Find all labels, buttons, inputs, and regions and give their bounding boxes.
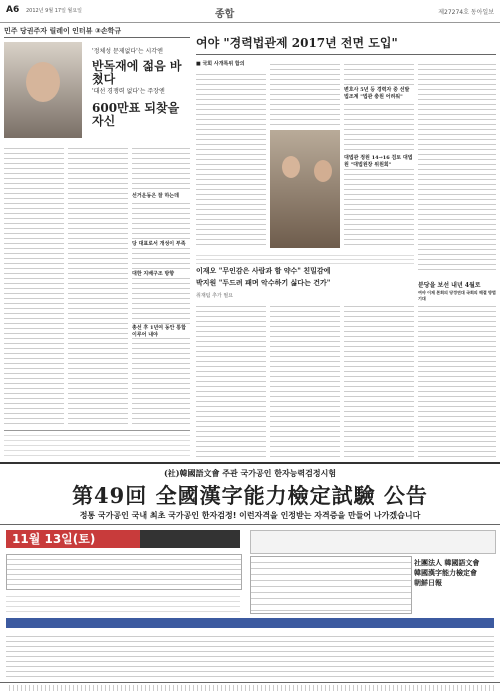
org-1: 社團法人 韓國語文會 bbox=[414, 558, 480, 567]
ad-title: 第49回 全國漢字能力檢定試驗 公告 bbox=[72, 483, 428, 508]
photo-headline-1: 이재오 "무인감은 사람과 함 약수" 친밀감에 bbox=[196, 266, 331, 275]
deck: '정체성 문제없다'는 시각엔 bbox=[92, 48, 163, 55]
main-subhead: ■ 국회 사개특위 합의 bbox=[196, 61, 245, 67]
rule bbox=[196, 54, 496, 55]
org-3: 朝鮮日報 bbox=[414, 578, 442, 587]
exam-info-table bbox=[6, 554, 242, 590]
right-sub: 여야 이제 본회의 당정연대 국회의 해결 방법 기대 bbox=[418, 290, 496, 301]
subhead-1: 선거운동은 잘 하는데 bbox=[132, 192, 190, 199]
body-col-1 bbox=[4, 144, 64, 424]
grade-table bbox=[250, 556, 412, 614]
page-number: A6 bbox=[6, 5, 20, 15]
ad-bottom-rule bbox=[0, 682, 500, 683]
subhead-3: 대한 지배구조 방향 bbox=[132, 270, 190, 277]
right-headline: 분당을 보선 내년 4월로 bbox=[418, 282, 481, 289]
headline-2: 600만표 되찾을 자신 bbox=[92, 101, 180, 128]
ad-subtitle: 정통 국가공인 국내 최초 국가공인 한자검정! 이런자격을 인정받는 자격증을 만들어 나가겠습니다 bbox=[79, 511, 421, 520]
ad-fine-print bbox=[6, 632, 494, 678]
main-col-2 bbox=[270, 60, 340, 126]
ad-rule bbox=[0, 524, 500, 525]
photo-caption bbox=[196, 252, 414, 264]
main-headline: 여야 "경력법관제 2017년 전면 도입" bbox=[196, 36, 398, 50]
org-2: 韓國漢字能力檢定會 bbox=[414, 568, 477, 577]
ad-block bbox=[0, 462, 500, 693]
person-face bbox=[282, 156, 300, 178]
ad-bar-1 bbox=[6, 618, 494, 628]
subhead-4: 총선 후 1년여 동안 통합 이루어 내야 bbox=[132, 324, 190, 338]
main-article bbox=[196, 26, 496, 460]
publisher-line: 제27274호 동아일보 bbox=[438, 9, 494, 16]
exam-time-bar bbox=[140, 530, 240, 548]
news-photo bbox=[270, 130, 340, 248]
photo-headline-2: 박지원 "두드려 패며 악수하기 싫다는 건가" bbox=[196, 278, 331, 287]
issue-date: 2012년 9월 17일 월요일 bbox=[26, 8, 83, 14]
page-header bbox=[0, 0, 500, 23]
photo-col-2 bbox=[270, 302, 340, 458]
deck-2: '대선 경쟁력 없다'는 주장엔 bbox=[92, 88, 165, 95]
body-col-2 bbox=[68, 144, 128, 424]
main-col-4 bbox=[418, 60, 496, 274]
photo-col-1 bbox=[196, 302, 266, 458]
main-subhead-1: 변호사 5년 등 경력자 중 선발 법조계 "법관 충원 어려워" bbox=[344, 86, 414, 100]
rule bbox=[4, 37, 190, 38]
exam-notes bbox=[6, 592, 240, 612]
profile-box bbox=[4, 430, 190, 457]
photo-byline: 취재팀 추가 필요 bbox=[196, 293, 233, 299]
headline-1: 반독재에 젊음 바쳤다 bbox=[92, 59, 182, 86]
fee-box bbox=[250, 530, 496, 554]
left-article bbox=[4, 26, 190, 460]
ad-sponsor: (社)韓國語文會 주관 국가공인 한자능력검정시험 bbox=[163, 468, 337, 478]
org-names bbox=[414, 558, 494, 588]
subhead-2: 당 대표로서 개성이 부족 bbox=[132, 240, 190, 247]
right-body bbox=[418, 302, 496, 458]
exam-date: 11월 13일(토) bbox=[6, 530, 140, 548]
main-col-1 bbox=[196, 70, 266, 248]
person-face bbox=[314, 160, 332, 182]
main-subhead-2: 대법관 정원 14→16 검토 대법원 "대법원장 위원회" bbox=[344, 155, 413, 168]
body-col-3 bbox=[132, 144, 190, 424]
kicker: 민주 당권주자 릴레이 인터뷰 ③손학규 bbox=[4, 27, 122, 35]
photo-col-3 bbox=[344, 302, 414, 458]
section-name: 종합 bbox=[215, 9, 235, 20]
face-shape bbox=[26, 62, 60, 102]
portrait-photo bbox=[4, 42, 82, 138]
ad-footer-line bbox=[6, 685, 494, 691]
